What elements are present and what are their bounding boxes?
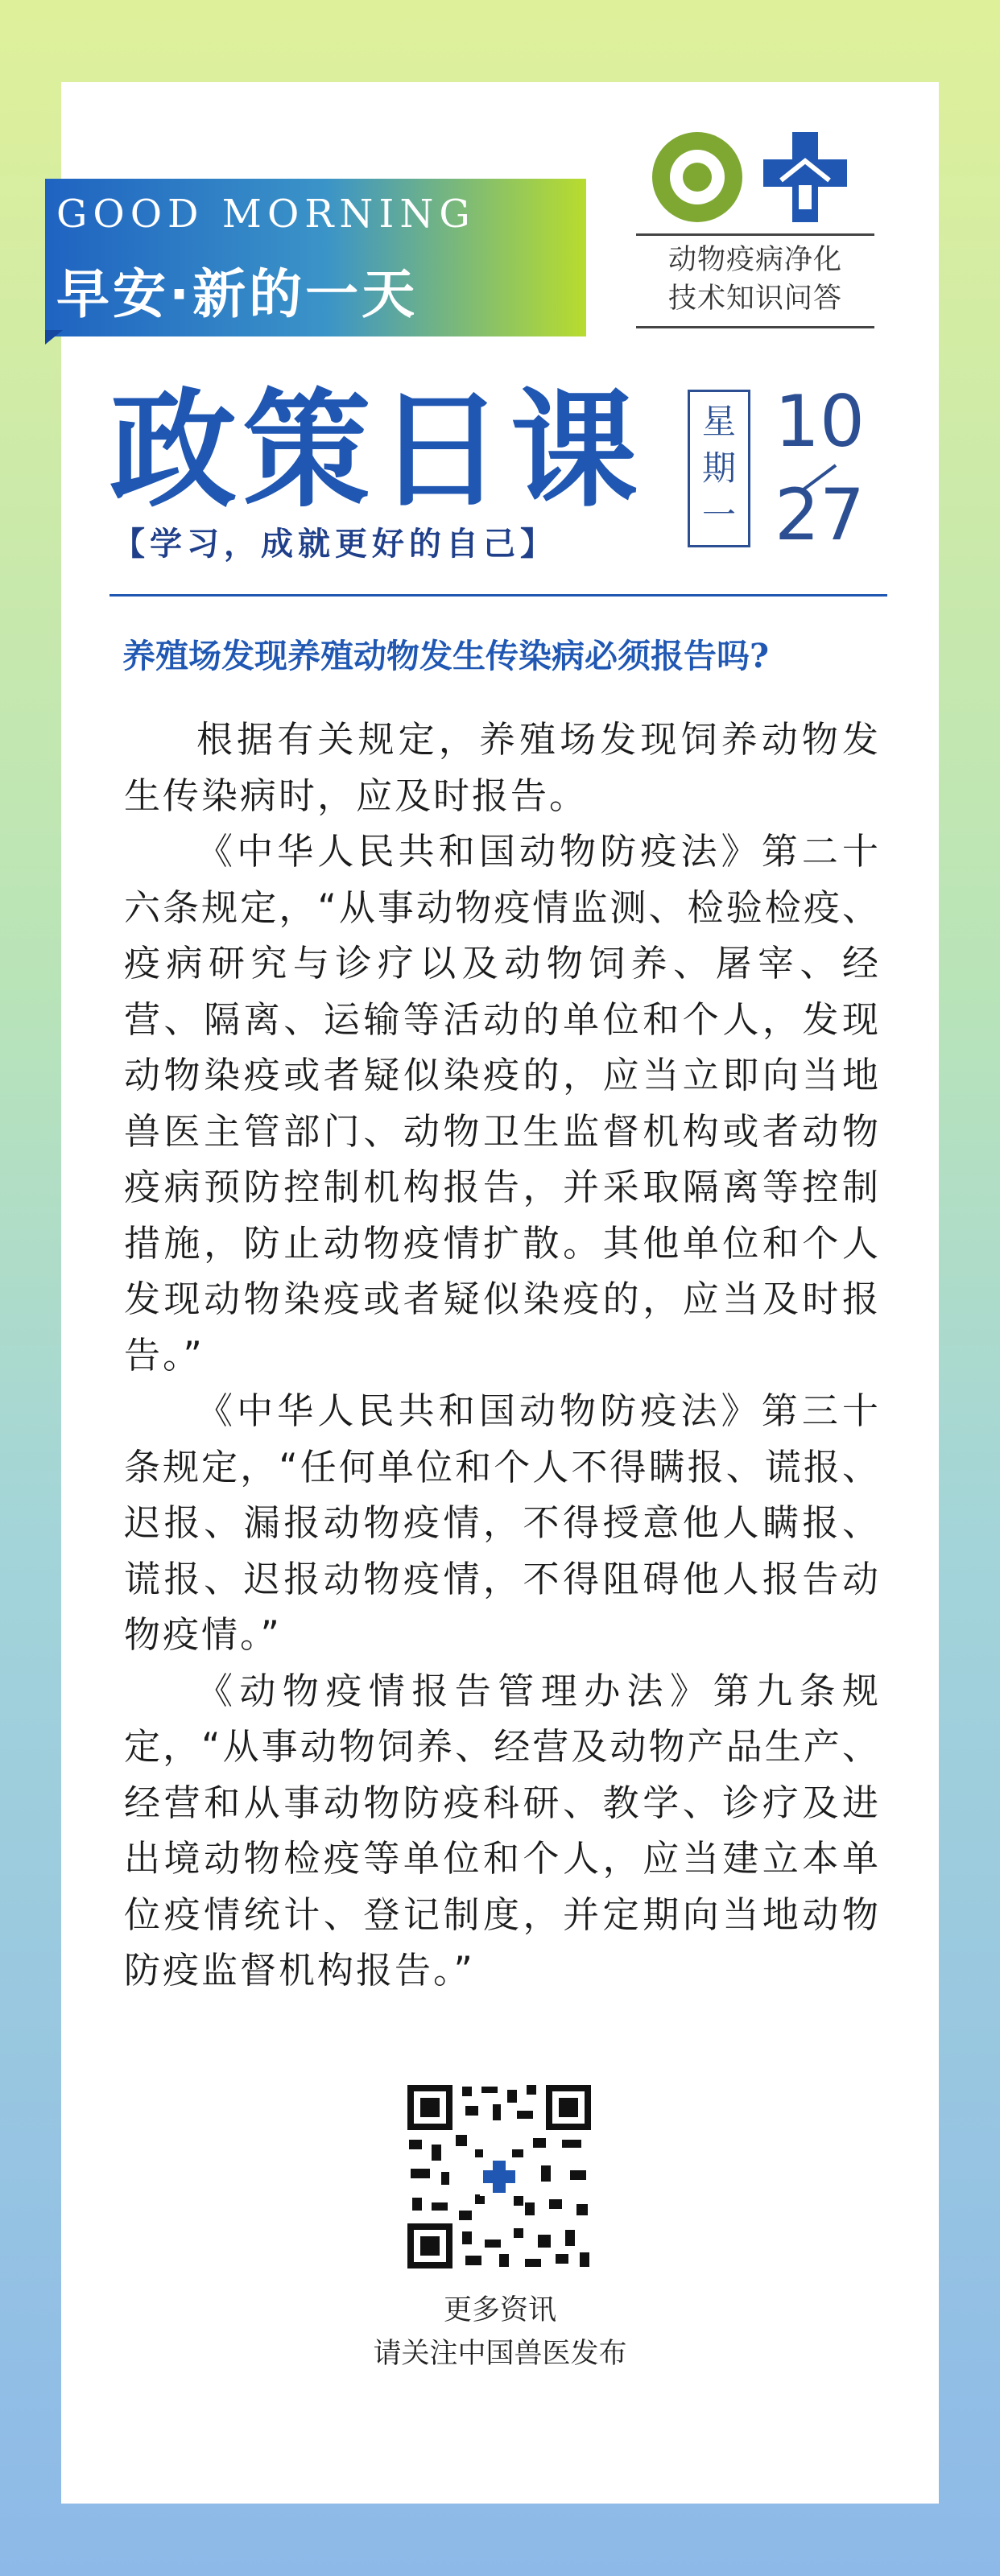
round-green-logo-icon [652,132,742,222]
article-body [124,712,881,1999]
paragraph: 《中华人民共和国动物防疫法》第二十六条规定，“从事动物疫情监测、检验检疫、疫病研究与诊疗以及动物饲养、屠宰、经营、隔离、运输等活动的单位和个人，发现动物染疫或者疑似染疫的，应当立即向当地兽医主管部门、动物卫生监督机构或者动物疫病预防控制机构报告，并采取隔离等控制措施，防止动物疫情扩散。其他单位和个人发现动物染疫或者疑似染疫的，应当及时报告。” [124,830,881,1377]
greeting-cn: 早安·新的一天 [56,263,419,325]
greeting-en: GOOD MORNING [56,192,476,237]
paragraph: 《动物疫情报告管理办法》第九条规定，“从事动物饲养、经营及动物产品生产、经营和从事动物防疫科研、教学、诊疗及进出境动物检疫等单位和个人，应当建立本单位疫情统计、登记制度，并定期向当地动物防疫监督机构报告。” [124,1669,881,1992]
date-month: 10 [775,380,865,463]
slogan: 【学习，成就更好的自己】 [113,526,557,563]
date-block [765,380,870,565]
qr-caption-line1: 更多资讯 [443,2294,556,2326]
date-day: 27 [775,473,865,556]
divider [110,594,887,597]
page-title: 政策日课 [110,377,644,525]
paragraph: 根据有关规定，养殖场发现饲养动物发生传染病时，应及时报告。 [124,718,881,817]
column-name-box [636,233,874,328]
column-name-line2: 技术知识问答 [667,283,842,315]
cross-logo-icon [763,132,847,222]
qr-caption-line2: 请关注中国兽医发布 [373,2338,627,2370]
paragraph: 《中华人民共和国动物防疫法》第三十条规定，“任何单位和个人不得瞒报、谎报、迟报、漏报动物疫情，不得授意他人瞒报、谎报、迟报动物疫情，不得阻碍他人报告动物疫情。” [124,1389,881,1656]
weekday-box [688,390,750,547]
column-name-line1: 动物疫病净化 [667,244,842,276]
question-heading: 养殖场发现养殖动物发生传染病必须报告吗? [122,637,770,675]
greeting-banner [45,179,586,336]
weekday-label: 星期一 [701,402,736,535]
qr-code-icon [404,2082,594,2272]
banner-fold [45,330,63,345]
